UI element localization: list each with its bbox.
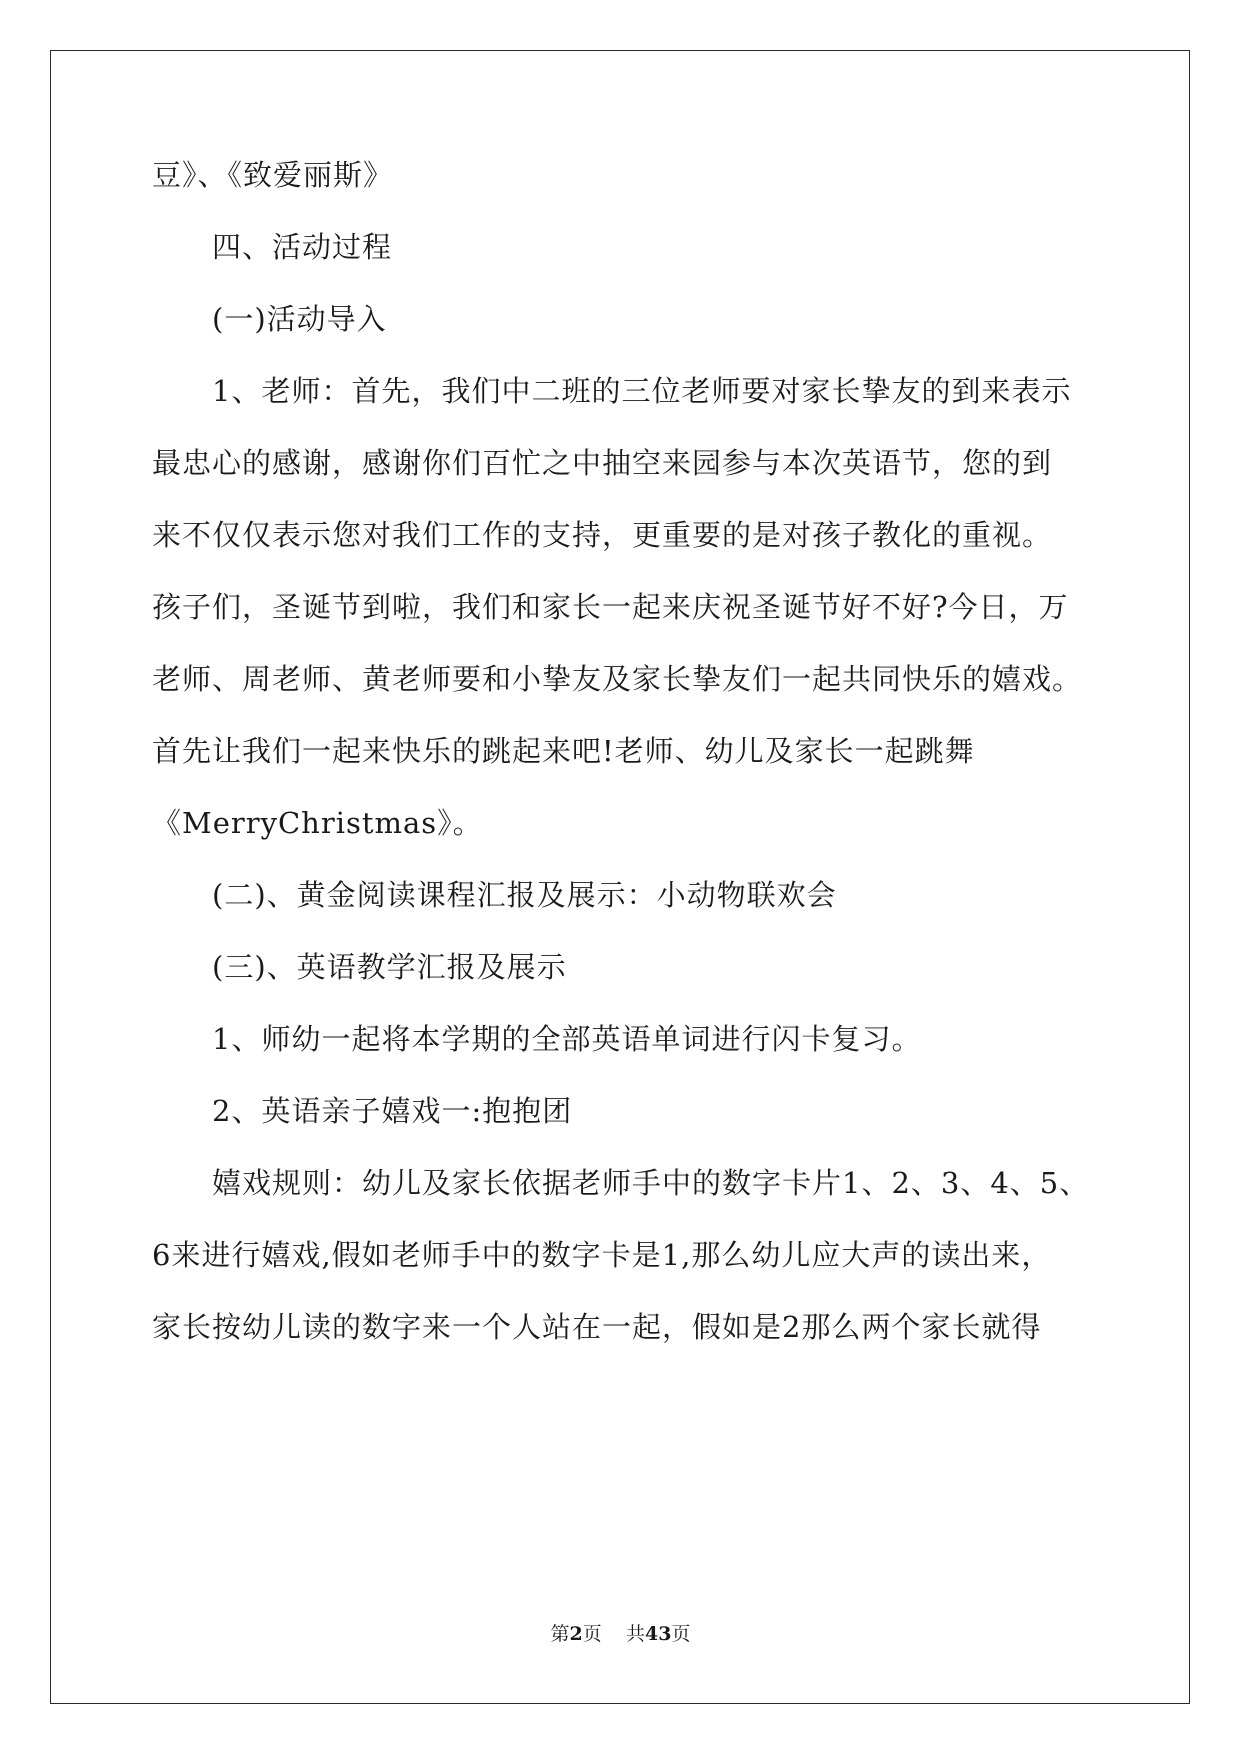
text-line-4: 1、老师：首先，我们中二班的三位老师要对家长挚友的到来表示 (212, 374, 1072, 408)
subsection-heading-1: (一)活动导入 (212, 302, 387, 336)
page-footer (0, 1622, 1241, 1646)
page-suffix: 页 (582, 1623, 602, 1645)
text-line-6: 来不仅仅表示您对我们工作的支持，更重要的是对孩子教化的重视。 (152, 518, 1053, 552)
section-heading-4: 四、活动过程 (212, 230, 393, 264)
text-line-13: 1、师幼一起将本学期的全部英语单词进行闪卡复习。 (212, 1022, 922, 1056)
text-line-15: 嬉戏规则：幼儿及家长依据老师手中的数字卡片1、2、3、4、5、 (212, 1166, 1090, 1200)
total-prefix: 共 (625, 1623, 645, 1645)
text-line-7: 孩子们，圣诞节到啦，我们和家长一起来庆祝圣诞节好不好?今日，万 (152, 590, 1069, 624)
subsection-heading-3: (三)、英语教学汇报及展示 (212, 950, 567, 984)
current-page-number: 2 (569, 1623, 583, 1645)
text-line-8: 老师、周老师、黄老师要和小挚友及家长挚友们一起共同快乐的嬉戏。 (152, 662, 1083, 696)
text-line-17: 家长按幼儿读的数字来一个人站在一起，假如是2那么两个家长就得 (152, 1310, 1042, 1344)
page-prefix: 第 (550, 1623, 570, 1645)
text-line-1: 豆》、《致爱丽斯》 (152, 158, 394, 192)
text-line-14: 2、英语亲子嬉戏一:抱抱团 (212, 1094, 573, 1128)
text-line-5: 最忠心的感谢，感谢你们百忙之中抽空来园参与本次英语节，您的到 (152, 446, 1053, 480)
total-suffix: 页 (671, 1623, 691, 1645)
text-line-16: 6来进行嬉戏,假如老师手中的数字卡是1,那么幼儿应大声的读出来， (152, 1238, 1052, 1272)
subsection-heading-2: (二)、黄金阅读课程汇报及展示：小动物联欢会 (212, 878, 837, 912)
total-page-number: 43 (644, 1623, 672, 1645)
text-line-10: 《MerryChristmas》。 (152, 806, 483, 840)
text-line-9: 首先让我们一起来快乐的跳起来吧!老师、幼儿及家长一起跳舞 (152, 734, 975, 768)
